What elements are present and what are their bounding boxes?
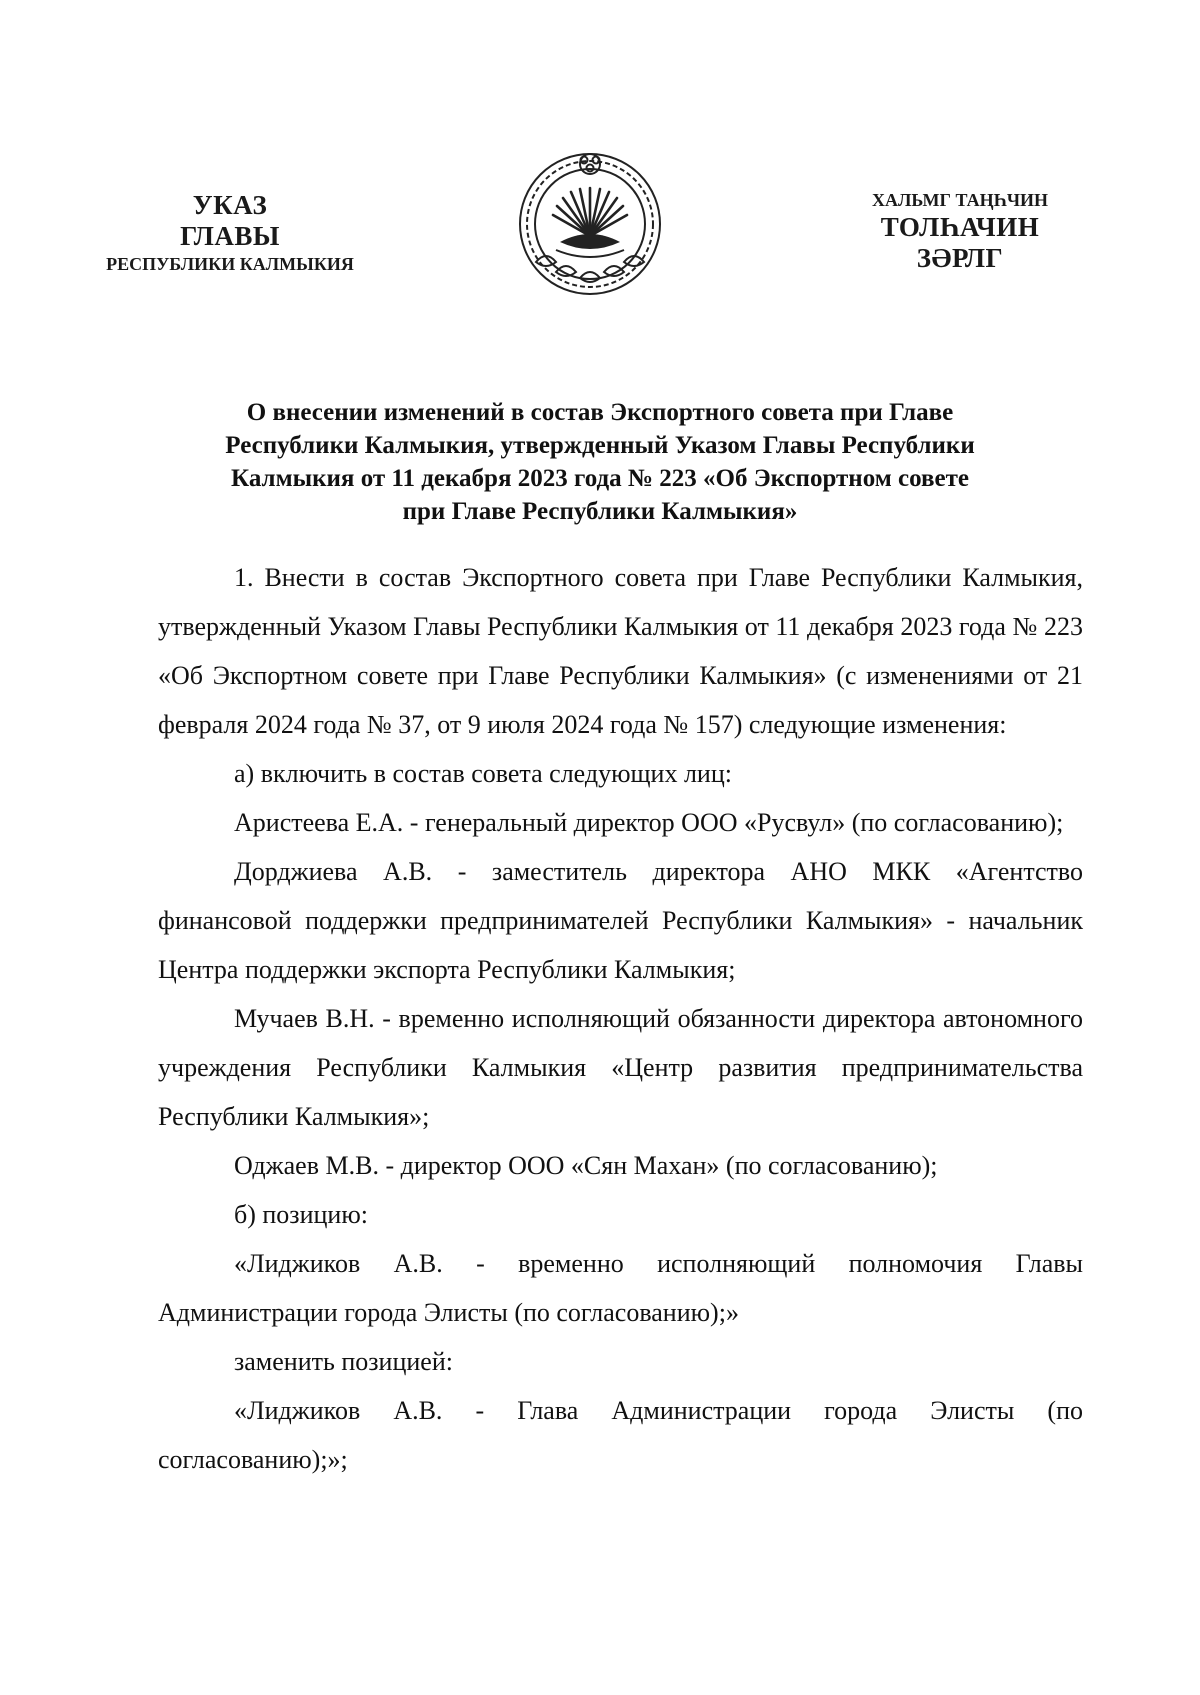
- paragraph-1: 1. Внести в состав Экспортного совета при Главе Республики Калмыкия, утвержденный Указом Главы Республики Калмыкия от 11 декабря 2023 года № 223 «Об Экспортном совете при Главе Республики Калмыкия» (с изменениями от 21 февраля 2024 года № 37, от 9 июля 2024 года № 157) следующие изменения:: [158, 563, 1083, 739]
- member-odzhaev: Оджаев М.В. - директор ООО «Сян Махан» (по согласованию);: [234, 1151, 938, 1180]
- member-muchaev: Мучаев В.Н. - временно исполняющий обязанности директора автономного учреждения Республики Калмыкия «Центр развития предпринимательства Республики Калмыкия»;: [158, 1004, 1083, 1131]
- header-right-kalmyk: [825, 188, 1095, 274]
- decree-body: [158, 553, 1083, 1484]
- old-position: «Лиджиков А.В. - временно исполняющий полномочия Главы Администрации города Элисты (по согласованию);»: [158, 1249, 1083, 1327]
- header-left-line1: УКАЗ: [192, 190, 268, 220]
- item-b: б) позицию:: [234, 1200, 368, 1229]
- republic-of-kalmykia-emblem-icon: [516, 150, 664, 298]
- item-a: а) включить в состав совета следующих лиц:: [234, 759, 732, 788]
- header-right-line3: ЗӘРЛГ: [916, 243, 1004, 273]
- header-left-line3: РЕСПУБЛИКИ КАЛМЫКИЯ: [106, 254, 354, 274]
- title-line2: Республики Калмыкия, утвержденный Указом Главы Республики: [225, 432, 975, 459]
- member-dordzhieva: Дорджиева А.В. - заместитель директора АНО МКК «Агентство финансовой поддержки предпринимателей Республики Калмыкия» - начальник Центра поддержки экспорта Республики Калмыкия;: [158, 857, 1083, 984]
- header-left-line2: ГЛАВЫ: [180, 221, 280, 251]
- title-line1: О внесении изменений в состав Экспортного совета при Главе: [246, 399, 954, 426]
- header-left-russian: [85, 190, 375, 276]
- replace-with: заменить позицией:: [234, 1347, 453, 1376]
- header-right-line2: ТОЛҺАЧИН: [880, 212, 1040, 242]
- new-position: «Лиджиков А.В. - Глава Администрации города Элисты (по согласованию);»;: [158, 1396, 1083, 1474]
- decree-title: [150, 396, 1050, 528]
- title-line3: Калмыкия от 11 декабря 2023 года № 223 «Об Экспортном совете: [231, 465, 969, 492]
- title-line4: при Главе Республики Калмыкия»: [402, 498, 798, 525]
- header-right-line1: ХАЛЬМГ ТАҢҺЧИН: [871, 190, 1049, 210]
- member-aristeeva: Аристеева Е.А. - генеральный директор ООО «Русвул» (по согласованию);: [234, 808, 1064, 837]
